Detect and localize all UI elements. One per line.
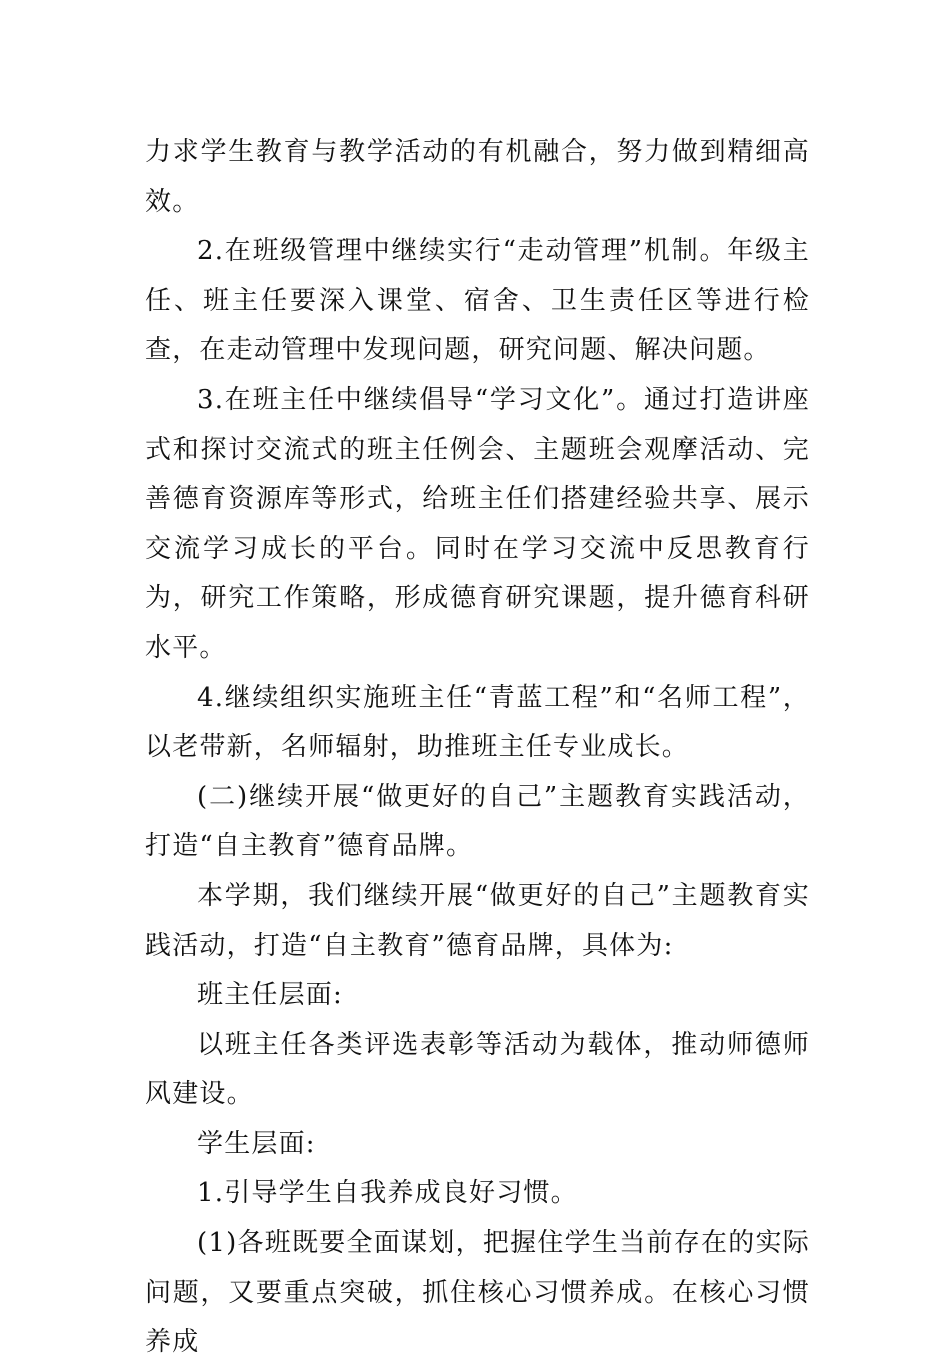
subheading-teacher-level: 班主任层面: <box>197 980 343 1011</box>
paragraph-item-3: 3.在班主任中继续倡导“学习文化”。通过打造讲座式和探讨交流式的班主任例会、主题班会观摩活动、完善德育资源库等形式，给班主任们搭建经验共享、展示交流学习成长的平台。同时在学习交流中反思教育行为，研究工作策略，形成德育研究课题，提升德育科研水平。 <box>145 384 810 663</box>
paragraph-student-subitem-1: (1)各班既要全面谋划，把握住学生当前存在的实际问题，又要重点突破，抓住核心习惯养成。在核心习惯养成 <box>145 1228 810 1358</box>
document-body <box>145 128 810 1368</box>
paragraph-student-item-1: 1.引导学生自我养成良好习惯。 <box>197 1178 578 1209</box>
paragraph-teacher-level: 以班主任各类评选表彰等活动为载体，推动师德师风建设。 <box>145 1029 810 1110</box>
paragraph-intro: 本学期，我们继续开展“做更好的自己”主题教育实践活动，打造“自主教育”德育品牌，具体为: <box>145 880 810 961</box>
paragraph-item-4: 4.继续组织实施班主任“青蓝工程”和“名师工程”，以老带新，名师辐射，助推班主任专业成长。 <box>145 682 810 763</box>
paragraph-continuation: 力求学生教育与教学活动的有机融合，努力做到精细高效。 <box>145 137 810 217</box>
paragraph-item-2: 2.在班级管理中继续实行“走动管理”机制。年级主任、班主任要深入课堂、宿舍、卫生责任区等进行检查，在走动管理中发现问题，研究问题、解决问题。 <box>145 236 810 366</box>
section-heading-2: (二)继续开展“做更好的自己”主题教育实践活动，打造“自主教育”德育品牌。 <box>145 781 810 862</box>
subheading-student-level: 学生层面: <box>197 1128 316 1159</box>
